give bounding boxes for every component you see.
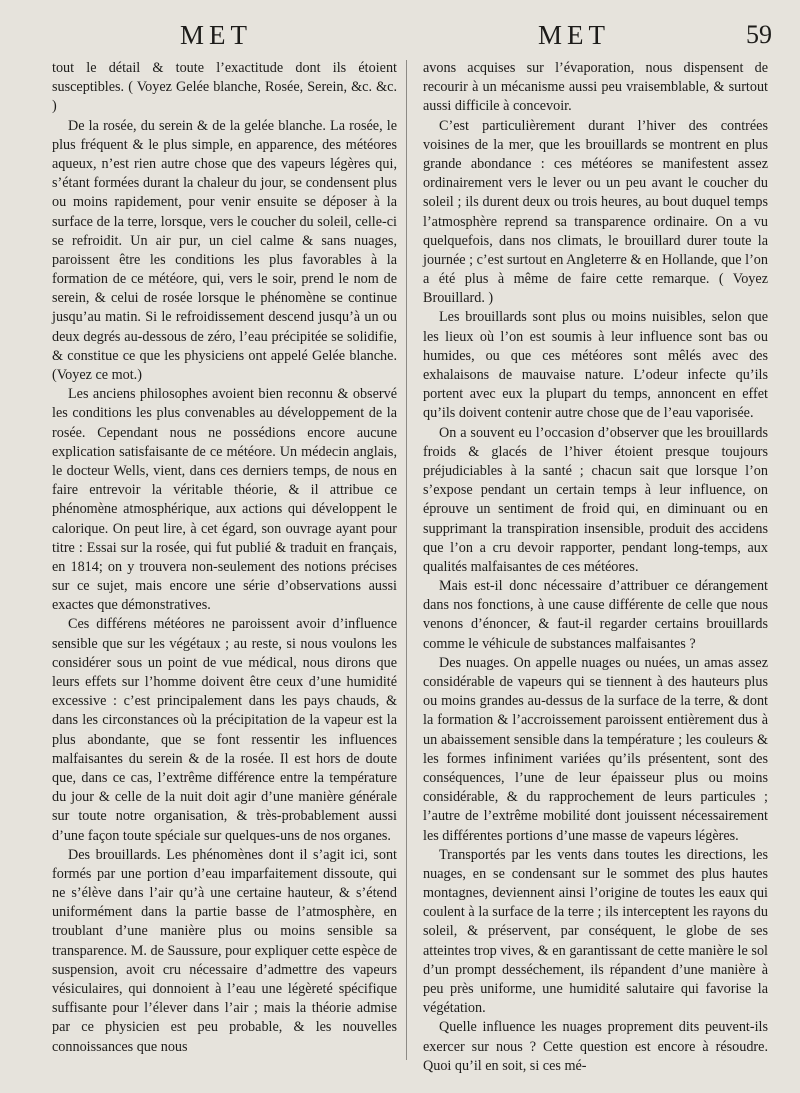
paragraph: On a souvent eu l’occasion d’observer que les brouillards froids & glacés de l’hiver étoient presque toujours préjudiciables à la santé ; chacun sait que lorsque l’on s’expose pendant un certain temps à leur influence, on éprouve un sentiment de froid qui, en diminuant ou en supprimant la transpiration insensible, produit des accidens que l’on a cru devoir rapporter, pendant long-temps, aux qualités malfaisantes de ces météores. — [423, 424, 768, 575]
paragraph: Les brouillards sont plus ou moins nuisibles, selon que les lieux où l’on est soumis à leur influence sont bas ou humides, ou que ces météores sont mêlés avec des exhalaisons de mauvaise nature. L’odeur infecte qu’ils portent avec eux la plupart du temps, annoncent en effet qu’ils doivent contenir autre chose que de l’eau vaporisée. — [423, 309, 768, 422]
paragraph: Des nuages. On appelle nuages ou nuées, un amas assez considérable de vapeurs qui se tiennent à des hauteurs plus ou moins grandes au-dessus de la surface de la terre, & dont la formation & l’accroissement paroissent entièrement dus à un abaissement sensible dans la température ; les couleurs & les formes infiniment variées qu’ils présentent, sont des conséquences, l’une de leur épaisseur plus ou moins considérable, & du rapprochement de leurs particules ; l’autre de l’extrême mobilité dont jouissent nécessairement les différentes portions d’une masse de vapeurs légères. — [423, 654, 768, 844]
paragraph: C’est particulièrement durant l’hiver des contrées voisines de la mer, que les brouillards se montrent en plus grande abondance : ces météores se manifestent assez ordinairement vers le lever ou un peu avant le coucher du soleil ; ils durent deux ou trois heures, au bout duquel temps l’atmosphère reprend sa transparence ordinaire. On a vu quelquefois, dans nos climats, le brouillard durer toute la journée ; c’est surtout en Angleterre & en Hollande, que l’on a été plus à même de faire cette remarque. ( Voyez Brouillard. ) — [423, 117, 768, 307]
paragraph: Mais est-il donc nécessaire d’attribuer ce dérangement dans nos fonctions, à une cause différente de celle que nous venons d’énoncer, & faut-il regarder certains brouillards comme le véhicule de substances malfaisantes ? — [423, 578, 768, 652]
paragraph: Quelle influence les nuages proprement dits peuvent-ils exercer sur nous ? Cette question est encore à résoudre. Quoi qu’il en soit, si ces mé- — [423, 1019, 768, 1074]
running-head-right: MET — [538, 20, 610, 50]
paragraph: tout le détail & toute l’exactitude dont ils étoient susceptibles. ( Voyez Gelée blanche, Rosée, Serein, &c. &c. ) — [52, 60, 397, 115]
paragraph: Ces différens météores ne paroissent avoir d’influence sensible que sur les végétaux ; au reste, si nous voulons les considérer sous un point de vue médical, nous dirons que leurs effets sur l’homme doivent être ceux d’une humidité excessive : c’est principalement dans les pays chauds, & dans les circonstances où la précipitation de la vapeur est la plus abondante, que se font ressentir les influences malfaisantes du serein & de la rosée. Il est hors de doute que, dans ce cas, l’extrême différence entre la température du jour & celle de la nuit doit agir d’une manière générale sur toute notre organisation, & très-probablement aussi d’une façon toute spéciale sur quelques-uns de nos organes. — [52, 616, 397, 844]
running-head-left: MET — [180, 20, 252, 50]
page-number: 59 — [746, 20, 772, 49]
paragraph: Les anciens philosophes avoient bien reconnu & observé les conditions les plus convenables au développement de la rosée. Cependant nous ne possédions encore aucune explication satisfaisante de ce météore. Un médecin anglais, le docteur Wells, vient, dans ces derniers temps, de nous en faire entrevoir la véritable théorie, & il attribue ce phénomène atmosphérique, aux actions qui développent le calorique. On peut lire, à cet égard, son ouvrage ayant pour titre : Essai sur la rosée, qui fut publié & traduit en français, en 1814; on y trouvera non-seulement des notions précises sur ce sujet, mais encore une série d’observations aussi exactes que démonstratives. — [52, 386, 397, 614]
paragraph: De la rosée, du serein & de la gelée blanche. La rosée, le plus fréquent & le plus simple, en apparence, des météores aqueux, n’est rien autre chose que des vapeurs légères qui, s’étant formées durant la chaleur du jour, se condensent plus ou moins rapidement, pour venir ensuite se déposer à la surface de la terre, lorsque, vers le coucher du soleil, celle-ci se refroidit. Un air pur, un ciel calme & sans nuages, paroissent être les conditions les plus favorables à la formation de ce météore, qui, vers le soir, prend le nom de serein, & celui de rosée lorsque le phénomène se continue jusqu’au matin. Si le refroidissement descend jusqu’à un ou deux degrés au-dessous de zéro, l’eau précipitée se solidifie, & constitue ce que les physiciens ont appelé Gelée blanche. (Voyez ce mot.) — [52, 117, 397, 383]
paragraph: Des brouillards. Les phénomènes dont il s’agit ici, sont formés par une portion d’eau imparfaitement dissoute, qui ne s’élève dans l’air qu’à une certaine hauteur, & s’étend uniformément dans la partie basse de l’atmosphère, en troublant d’une manière plus ou moins sensible sa transparence. M. de Saussure, pour expliquer cette espèce de suspension, avoit cru nécessaire d’admettre des vapeurs vésiculaires, qui donnoient à l’eau une légèreté spécifique suffisante pour l’élever dans l’air ; mais la théorie admise par ce physicien est peu probable, & les nouvelles connoissances que nous — [52, 846, 397, 1055]
left-column — [52, 59, 397, 1057]
right-column — [423, 59, 768, 1076]
paragraph: avons acquises sur l’évaporation, nous dispensent de recourir à un mécanisme aussi peu vraisemblable, & surtout aussi difficile à concevoir. — [423, 60, 768, 115]
column-divider — [406, 60, 407, 1060]
paragraph: Transportés par les vents dans toutes les directions, les nuages, en se condensant sur le sommet des plus hautes montagnes, deviennent ainsi l’origine de toutes les eaux qui coulent à la surface de la terre ; ils interceptent les rayons du soleil, & préservent, par conséquent, le globe de ses atteintes trop vives, & en garantissant de cette manière le sol d’un prompt desséchement, ils répandent d’une manière à peu près uniforme, une humidité salutaire qui favorise la végétation. — [423, 846, 768, 1017]
